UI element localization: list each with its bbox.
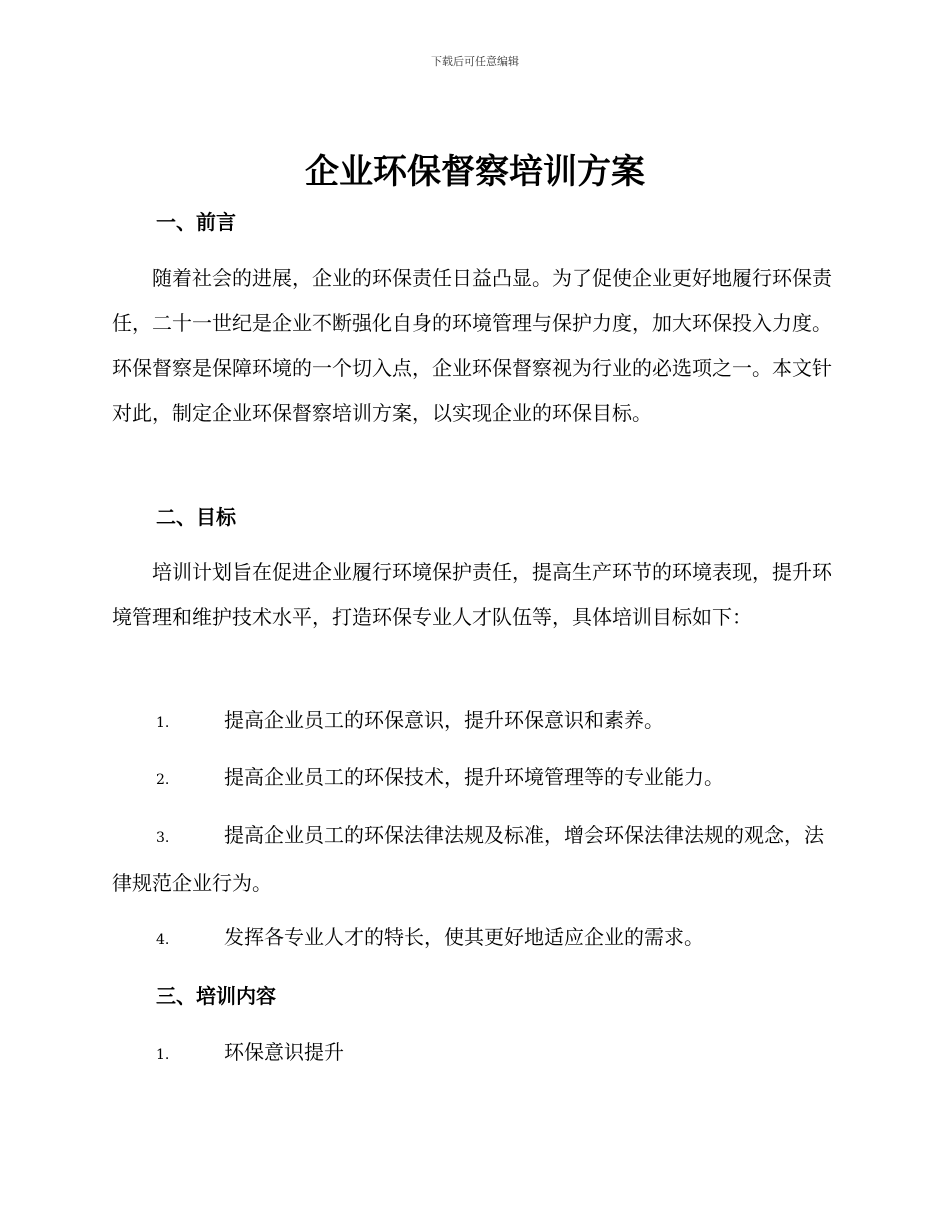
header-note: 下载后可任意编辑	[431, 55, 519, 68]
list-item-text: 提高企业员工的环保法律法规及标准，增会环保法律法规的观念，法律规范企业行为。	[112, 823, 824, 895]
goal-list-item	[112, 915, 832, 963]
preface-paragraph: 随着社会的进展，企业的环保责任日益凸显。为了促使企业更好地履行环保责任，二十一世纪是企业不断强化自身的环境管理与保护力度，加大环保投入力度。环保督察是保障环境的一个切入点，企业环保督察视为行业的必选项之一。本文针对此，制定企业环保督察培训方案，以实现企业的环保目标。	[112, 266, 832, 425]
list-item-number: 2.	[156, 772, 170, 788]
list-item-text: 环保意识提升	[224, 1040, 344, 1064]
content-list-item	[112, 1030, 832, 1078]
list-item-number: 1.	[156, 1047, 170, 1063]
goals-paragraph: 培训计划旨在促进企业履行环境保护责任，提高生产环节的环境表现，提升环境管理和维护技术水平，打造环保专业人才队伍等，具体培训目标如下：	[112, 560, 832, 629]
section-heading-preface: 一、前言	[156, 210, 236, 234]
goal-list-item	[112, 698, 832, 746]
section-heading-content: 三、培训内容	[156, 984, 276, 1008]
section-heading-goals: 二、目标	[156, 505, 236, 529]
list-item-text: 发挥各专业人才的特长，使其更好地适应企业的需求。	[224, 925, 704, 949]
document-title: 企业环保督察培训方案	[305, 152, 645, 192]
list-item-text: 提高企业员工的环保技术，提升环境管理等的专业能力。	[224, 765, 724, 789]
goal-list-item	[112, 755, 832, 803]
goal-list-item	[112, 813, 832, 906]
list-item-number: 3.	[156, 830, 170, 846]
list-item-text: 提高企业员工的环保意识，提升环保意识和素养。	[224, 708, 664, 732]
list-item-number: 4.	[156, 932, 170, 948]
list-item-number: 1.	[156, 715, 170, 731]
